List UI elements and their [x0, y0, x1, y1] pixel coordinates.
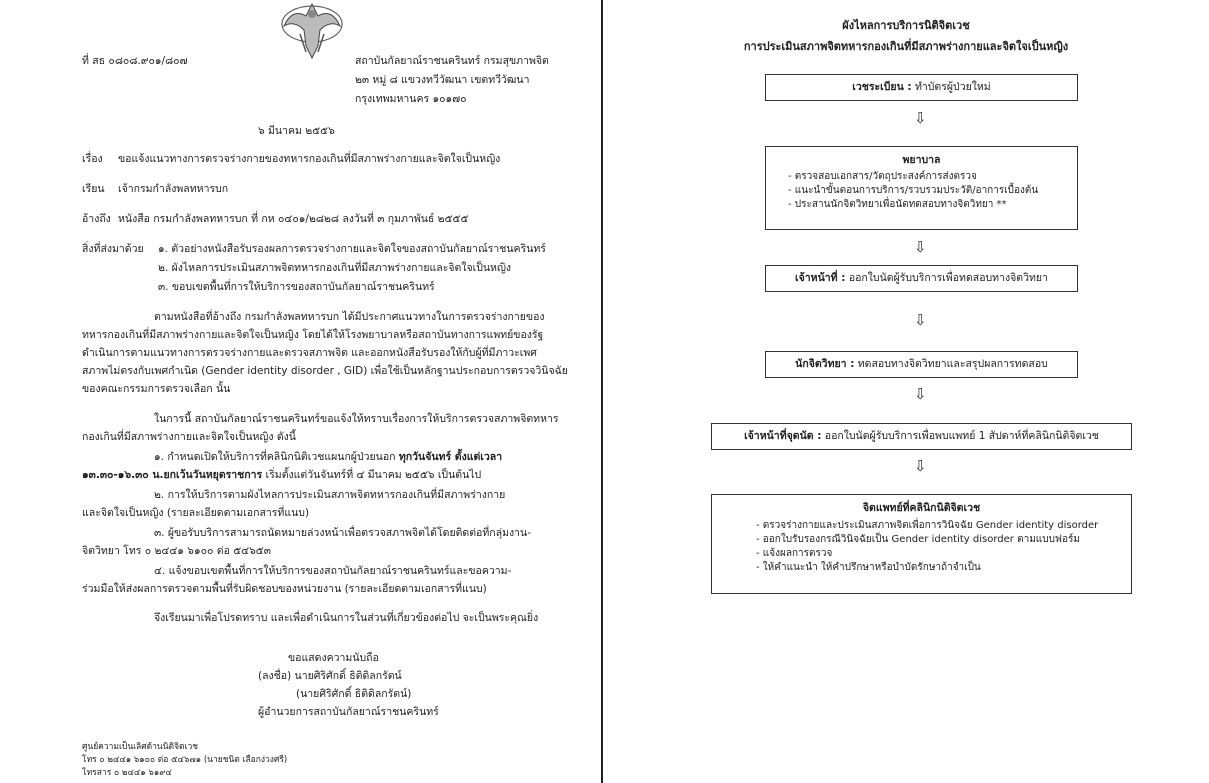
step-text: ทดสอบทางจิตวิทยาและสรุปผลการทดสอบ: [857, 358, 1048, 370]
step-label: เวชระเบียน :: [852, 81, 912, 93]
item-1-line: [82, 469, 481, 482]
down-arrow-icon: ⇩: [914, 109, 927, 127]
ref-label: อ้างถึง: [82, 213, 111, 225]
step-item: - แจ้งผลการตรวจ: [756, 547, 1131, 561]
step-item: - ออกใบรับรองกรณีวินิจฉัยเป็น Gender identity disorder ตามแบบฟอร์ม: [756, 533, 1131, 547]
subject-label: เรื่อง: [82, 153, 103, 165]
item-2-line: ๒. การให้บริการตามผังไหลการประเมินสภาพจิตทหารกองเกินที่มีสภาพร่างกาย: [154, 489, 506, 501]
item-1-text: ๑. กำหนดเปิดให้บริการที่คลินิกนิติเวชแผนกผู้ป่วยนอก: [154, 451, 396, 463]
item-2-line: และจิตใจเป็นหญิง (รายละเอียดตามเอกสารที่แนบ): [82, 507, 310, 519]
signatory-name: (นายศิริศักดิ์ ธิติดิลกรัตน์): [296, 688, 412, 700]
step-item: - ให้คำแนะนำ ให้คำปรึกษาหรือบำบัดรักษาถ้าจำเป็น: [756, 561, 1131, 575]
down-arrow-icon: ⇩: [914, 457, 927, 475]
ref-text: หนังสือ กรมกำลังพลทหารบก ที่ กห ๐๔๐๑/๒๘๒๘ ลงวันที่ ๓ กุมภาพันธ์ ๒๕๕๕: [118, 213, 469, 225]
down-arrow-icon: ⇩: [914, 311, 927, 329]
signature-line: (ลงชื่อ) นายศิริศักดิ์ ธิติดิลกรัตน์: [258, 670, 402, 682]
body-paragraph-line: ตามหนังสือที่อ้างถึง กรมกำลังพลทหารบก ได้มีประกาศแนวทางในการตรวจร่างกายของ: [154, 311, 545, 323]
flow-step-nurse: [765, 146, 1078, 230]
step-label: นักจิตวิทยา :: [795, 358, 855, 370]
to-text: เจ้ากรมกำลังพลทหารบก: [118, 183, 229, 195]
flowchart-subtitle: การประเมินสภาพจิตทหารกองเกินที่มีสภาพร่างกายและจิตใจเป็นหญิง: [743, 40, 1069, 53]
flow-step-staff: [765, 265, 1078, 292]
step-text: ออกใบนัดผู้รับบริการเพื่อทดสอบทางจิตวิทยา: [848, 272, 1048, 284]
down-arrow-icon: ⇩: [914, 385, 927, 403]
enclosures-label: สิ่งที่ส่งมาด้วย: [82, 243, 144, 255]
institute-address: ๒๓ หมู่ ๘ แขวงทวีวัฒนา เขตทวีวัฒนา: [355, 74, 530, 86]
item-1-line: [154, 451, 502, 464]
step-label: เจ้าหน้าที่จุดนัด :: [744, 430, 822, 442]
step-label: เจ้าหน้าที่ :: [795, 272, 846, 284]
step-text: ทำบัตรผู้ป่วยใหม่: [914, 81, 991, 93]
body-paragraph-line: ทหารกองเกินที่มีสภาพร่างกายและจิตใจเป็นหญิง โดยได้ให้โรงพยาบาลหรือสถาบันทางการแพทย์ของรัฐ: [82, 329, 544, 341]
letter-ref-no: ที่ สธ ๐๘๐๘.๙๐๑/๘๐๗: [82, 55, 188, 67]
flow-step-registration: [765, 74, 1078, 101]
body-paragraph-line: ดำเนินการตามแนวทางการตรวจร่างกายและตรวจสภาพจิต และออกหนังสือรับรองให้กับผู้ที่มีภาวะเพศ: [82, 347, 537, 359]
step-item: - ตรวจสอบเอกสาร/วัตถุประสงค์การส่งตรวจ: [788, 170, 1077, 184]
garuda-emblem-icon: [278, 0, 346, 62]
footer-line: ศูนย์ความเป็นเลิศด้านนิติจิตเวช: [82, 742, 199, 752]
body-paragraph-line: ในการนี้ สถาบันกัลยาณ์ราชนครินทร์ขอแจ้งให้ทราบเรื่องการให้บริการตรวจสภาพจิตทหาร: [154, 413, 559, 425]
item-3-line: ๓. ผู้ขอรับบริการสามารถนัดหมายล่วงหน้าเพื่อตรวจสภาพจิตได้โดยติดต่อที่กลุ่มงาน-: [154, 527, 531, 539]
body-paragraph-line: กองเกินที่มีสภาพร่างกายและจิตใจเป็นหญิง ดังนี้: [82, 431, 296, 443]
step-item: - ตรวจร่างกายและประเมินสภาพจิตเพื่อการวินิจฉัย Gender identity disorder: [756, 519, 1131, 533]
step-item-list: [788, 170, 1077, 212]
item-3-line: จิตวิทยา โทร ๐ ๒๔๔๑ ๖๑๐๐ ต่อ ๕๔๖๕๓: [82, 545, 271, 557]
footer-line: โทร ๐ ๒๔๔๑ ๖๑๐๐ ต่อ ๕๔๖๗๑ (นายชนิต เลือกง่วงศรี): [82, 755, 288, 765]
flow-step-appointment: [711, 423, 1132, 450]
enclosure-item: ๒. ผังไหลการประเมินสภาพจิตทหารกองเกินที่มีสภาพร่างกายและจิตใจเป็นหญิง: [158, 262, 512, 274]
down-arrow-icon: ⇩: [914, 238, 927, 256]
flow-step-psychiatrist: [711, 494, 1132, 594]
to-label: เรียน: [82, 183, 105, 195]
item-1-bold: ๑๓.๓๐-๑๖.๓๐ น.ยกเว้นวันหยุดราชการ: [82, 469, 263, 481]
subject-text: ขอแจ้งแนวทางการตรวจร่างกายของทหารกองเกินที่มีสภาพร่างกายและจิตใจเป็นหญิง: [118, 153, 501, 165]
body-paragraph-line: สภาพไม่ตรงกับเพศกำเนิด (Gender identity disorder , GID) เพื่อใช้เป็นหลักฐานประกอบการตรวจวินิจฉัย: [82, 365, 568, 377]
step-text: ออกใบนัดผู้รับบริการเพื่อพบแพทย์ 1 สัปดาห์ที่คลินิกนิติจิตเวช: [824, 430, 1099, 442]
flow-step-psychologist: [765, 351, 1078, 378]
item-4-line: ร่วมมือให้ส่งผลการตรวจตามพื้นที่รับผิดชอบของหน่วยงาน (รายละเอียดตามเอกสารที่แนบ): [82, 583, 487, 595]
footer-line: โทรสาร ๐ ๒๔๔๑ ๖๑๙๔: [82, 768, 172, 778]
institute-name: สถาบันกัลยาณ์ราชนครินทร์ กรมสุขภาพจิต: [355, 55, 549, 67]
step-item: - แนะนำขั้นตอนการบริการ/รวบรวมประวัติ/อาการเบื้องต้น: [788, 184, 1077, 198]
step-item-list: [756, 519, 1131, 575]
letter-date: ๖ มีนาคม ๒๕๕๖: [258, 125, 335, 137]
enclosure-item: ๓. ขอบเขตพื้นที่การให้บริการของสถาบันกัลยาณ์ราชนครินทร์: [158, 281, 435, 293]
step-item: - ประสานนักจิตวิทยาเพื่อนัดทดสอบทางจิตวิทยา **: [788, 198, 1077, 212]
item-1-text: เริ่มตั้งแต่วันจันทร์ที่ ๔ มีนาคม ๒๕๕๖ เป็นต้นไป: [265, 469, 482, 481]
item-1-bold: ทุกวันจันทร์ ตั้งแต่เวลา: [398, 451, 503, 463]
item-4-line: ๔. แจ้งขอบเขตพื้นที่การให้บริการของสถาบันกัลยาณ์ราชนครินทร์และขอความ-: [154, 565, 512, 577]
step-label: จิตแพทย์ที่คลินิกนิติจิตเวช: [862, 502, 981, 514]
regards: ขอแสดงความนับถือ: [288, 652, 379, 664]
body-paragraph-line: ของคณะกรรมการตรวจเลือก นั้น: [82, 383, 231, 395]
signatory-position: ผู้อำนวยการสถาบันกัลยาณ์ราชนครินทร์: [258, 706, 439, 718]
flowchart-title: ผังไหลการบริการนิติจิตเวช: [842, 19, 970, 32]
institute-city: กรุงเทพมหานคร ๑๐๑๗๐: [355, 93, 467, 105]
page-divider: [601, 0, 603, 783]
enclosure-item: ๑. ตัวอย่างหนังสือรับรองผลการตรวจร่างกายและจิตใจของสถาบันกัลยาณ์ราชนครินทร์: [158, 243, 546, 255]
step-label: พยาบาล: [902, 154, 941, 166]
closing-line: จึงเรียนมาเพื่อโปรดทราบ และเพื่อดำเนินการในส่วนที่เกี่ยวข้องต่อไป จะเป็นพระคุณยิ่ง: [154, 612, 539, 624]
